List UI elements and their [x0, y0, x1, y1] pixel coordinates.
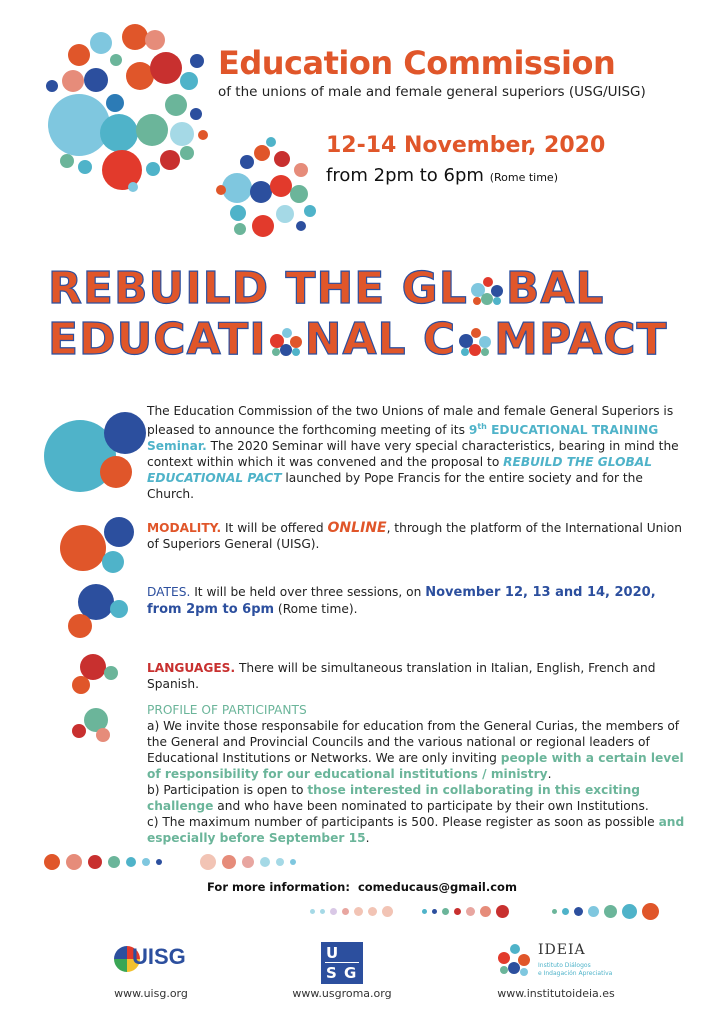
ideia-tagline-1: Instituto Diálogos — [538, 962, 591, 969]
languages-circles — [70, 654, 130, 700]
dot-row-right — [310, 902, 690, 922]
profile-section — [147, 702, 685, 846]
modality-circles — [58, 515, 138, 590]
uisg-url[interactable]: www.uisg.org — [114, 987, 188, 1000]
profile-item-b: b) Participation is open to those interested in collaborating in this exciting challenge and who have been nominated to participate by their own Institutions. — [147, 783, 649, 813]
dot-row-left — [44, 852, 644, 872]
modality-paragraph: MODALITY. It will be offered ONLINE, through the platform of the International Union of Superiors General (UISG). — [147, 520, 682, 551]
globe-o-icon — [469, 273, 505, 309]
usg-url[interactable]: www.usgroma.org — [292, 987, 392, 1000]
profile-item-c: c) The maximum number of participants is 500. Please register as soon as possible and especially before September 15. — [147, 815, 685, 845]
event-date: 12-14 November, 2020 — [326, 133, 606, 158]
globe-o-icon — [457, 324, 493, 360]
ideia-cluster-icon — [496, 942, 532, 978]
profile-item-a: a) We invite those responsabile for education from the General Curias, the members of the General and Provincial Councils and the various national or regional leaders of Educational Institutions or Networks. We are only inviting people with a certain level of responsibility for our educational institutions / ministry. — [147, 719, 684, 781]
ideia-url[interactable]: www.institutoideia.es — [497, 987, 615, 1000]
header-subtitle: of the unions of male and female general superiors (USG/UISG) — [218, 84, 646, 100]
headline-line-2: EDUCATI NAL C MPACT — [48, 314, 668, 365]
time-note: (Rome time) — [489, 171, 558, 184]
usg-letter-g: G — [344, 964, 357, 982]
profile-heading: PROFILE OF PARTICIPANTS — [147, 703, 307, 717]
event-time: from 2pm to 6pm (Rome time) — [326, 165, 558, 186]
globe-o-icon — [268, 324, 304, 360]
ideia-tagline-2: e Indagación Apreciativa — [538, 970, 613, 977]
contact-email-link[interactable]: comeducaus@gmail.com — [357, 880, 517, 894]
uisg-logo[interactable] — [110, 942, 190, 978]
usg-logo[interactable] — [321, 942, 363, 984]
languages-paragraph: LANGUAGES. There will be simultaneous translation in Italian, English, French and Spanish. — [147, 661, 656, 691]
usg-divider — [325, 962, 359, 963]
large-circle-cluster — [40, 22, 215, 192]
ideia-name: IDEIA — [538, 942, 586, 958]
headline-line-1: REBUILD THE GL BAL — [48, 263, 605, 314]
usg-letter-s: S — [326, 964, 337, 982]
intro-paragraph: The Education Commission of the two Unions of male and female General Superiors is pleased to announce the forthcoming meeting of its 9th EDUCATIONAL TRAINING Seminar. The 2020 Seminar will have very special characteristics, bearing in mind the context within which it was convened and the proposal to REBUILD THE GLOBAL EDUCATIONAL PACT launched by Pope Francis for the entire society and for the Church. — [147, 404, 679, 502]
dates-circles — [66, 584, 136, 644]
usg-letter-u: U — [326, 944, 339, 962]
contact-line: For more information: comeducaus@gmail.com — [207, 880, 517, 894]
intro-circles — [44, 410, 144, 500]
ideia-logo[interactable] — [496, 942, 626, 982]
uisg-logo-text: UISG — [132, 944, 186, 969]
dates-paragraph: DATES. It will be held over three sessions, on November 12, 13 and 14, 2020, from 2pm to 6pm (Rome time). — [147, 585, 656, 617]
profile-circles — [70, 708, 130, 748]
header-title: Education Commission — [218, 44, 616, 82]
small-circle-cluster — [210, 135, 320, 240]
